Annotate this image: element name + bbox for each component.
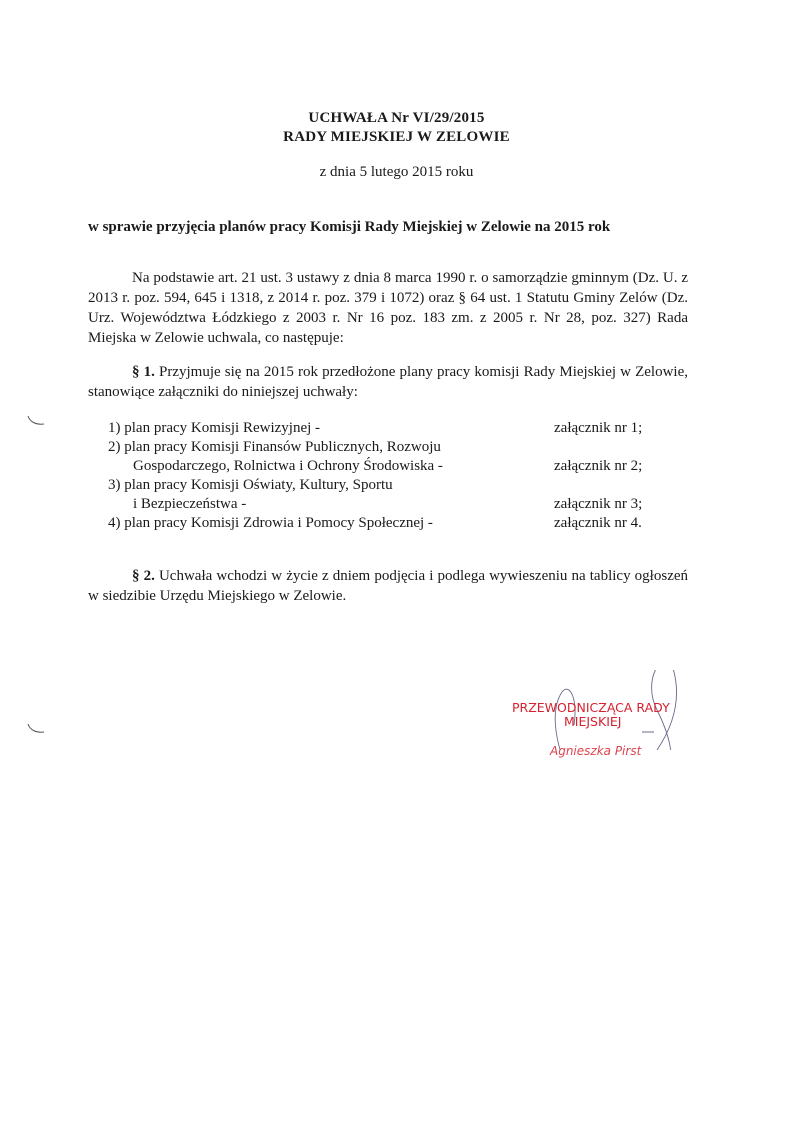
plans-list bbox=[108, 419, 668, 533]
plan-3-text-cont: i Bezpieczeństwa - bbox=[133, 496, 247, 512]
plan-2-text-cont: Gospodarczego, Rolnictwa i Ochrony Środowiska - bbox=[133, 458, 443, 474]
plan-4-text: 4) plan pracy Komisji Zdrowia i Pomocy Społecznej - bbox=[108, 515, 433, 531]
plan-3-text: 3) plan pracy Komisji Oświaty, Kultury, Sportu bbox=[108, 477, 393, 493]
list-item bbox=[108, 438, 668, 476]
plan-2-attachment: załącznik nr 2; bbox=[554, 458, 643, 474]
section-1-text: Przyjmuje się na 2015 rok przedłożone plany pracy komisji Rady Miejskiej w Zelowie, stanowiące załączniki do niniejszej uchwały: bbox=[88, 364, 689, 400]
stamp-signatory-name: Agnieszka Pirst bbox=[550, 744, 642, 758]
margin-mark-icon bbox=[26, 722, 48, 736]
stamp-subtitle: MIEJSKIEJ bbox=[564, 714, 622, 729]
preamble-paragraph: Na podstawie art. 21 ust. 3 ustawy z dnia 8 marca 1990 r. o samorządzie gminnym (Dz. U. z 2013 r. poz. 594, 645 i 1318, z 2014 r. poz. 379 i 1072) oraz § 64 ust. 1 Statutu Gminy Zelów (Dz. Urz. Województwa Łódzkiego z 2003 r. Nr 16 poz. 183 zm. z 2005 r. Nr 28, poz. 327) Rada Miejska w Zelowie uchwala, co następuje: bbox=[88, 270, 688, 346]
resolution-date: z dnia 5 lutego 2015 roku bbox=[319, 164, 474, 180]
margin-mark-icon bbox=[26, 414, 48, 428]
plan-1-attachment: załącznik nr 1; bbox=[554, 420, 643, 436]
list-item bbox=[108, 514, 668, 533]
plan-2-text: 2) plan pracy Komisji Finansów Publicznych, Rozwoju bbox=[108, 439, 441, 455]
resolution-number: UCHWAŁA Nr VI/29/2015 bbox=[308, 110, 485, 126]
section-2-label: § 2. bbox=[132, 568, 155, 584]
list-item bbox=[108, 419, 668, 438]
section-1-paragraph bbox=[88, 362, 688, 402]
plan-4-attachment: załącznik nr 4. bbox=[554, 515, 642, 531]
section-2-paragraph bbox=[88, 566, 688, 606]
plan-1-text: 1) plan pracy Komisji Rewizyjnej - bbox=[108, 420, 321, 436]
resolution-subject: w sprawie przyjęcia planów pracy Komisji Rady Miejskiej w Zelowie na 2015 rok bbox=[88, 219, 611, 235]
section-2-text: Uchwała wchodzi w życie z dniem podjęcia i podlega wywieszeniu na tablicy ogłoszeń w siedzibie Urzędu Miejskiego w Zelowie. bbox=[88, 568, 689, 604]
stamp-title: PRZEWODNICZĄCA RADY bbox=[512, 700, 670, 715]
list-item bbox=[108, 476, 668, 514]
council-name: RADY MIEJSKIEJ W ZELOWIE bbox=[283, 129, 510, 145]
section-1-label: § 1. bbox=[132, 364, 155, 380]
plan-3-attachment: załącznik nr 3; bbox=[554, 496, 643, 512]
